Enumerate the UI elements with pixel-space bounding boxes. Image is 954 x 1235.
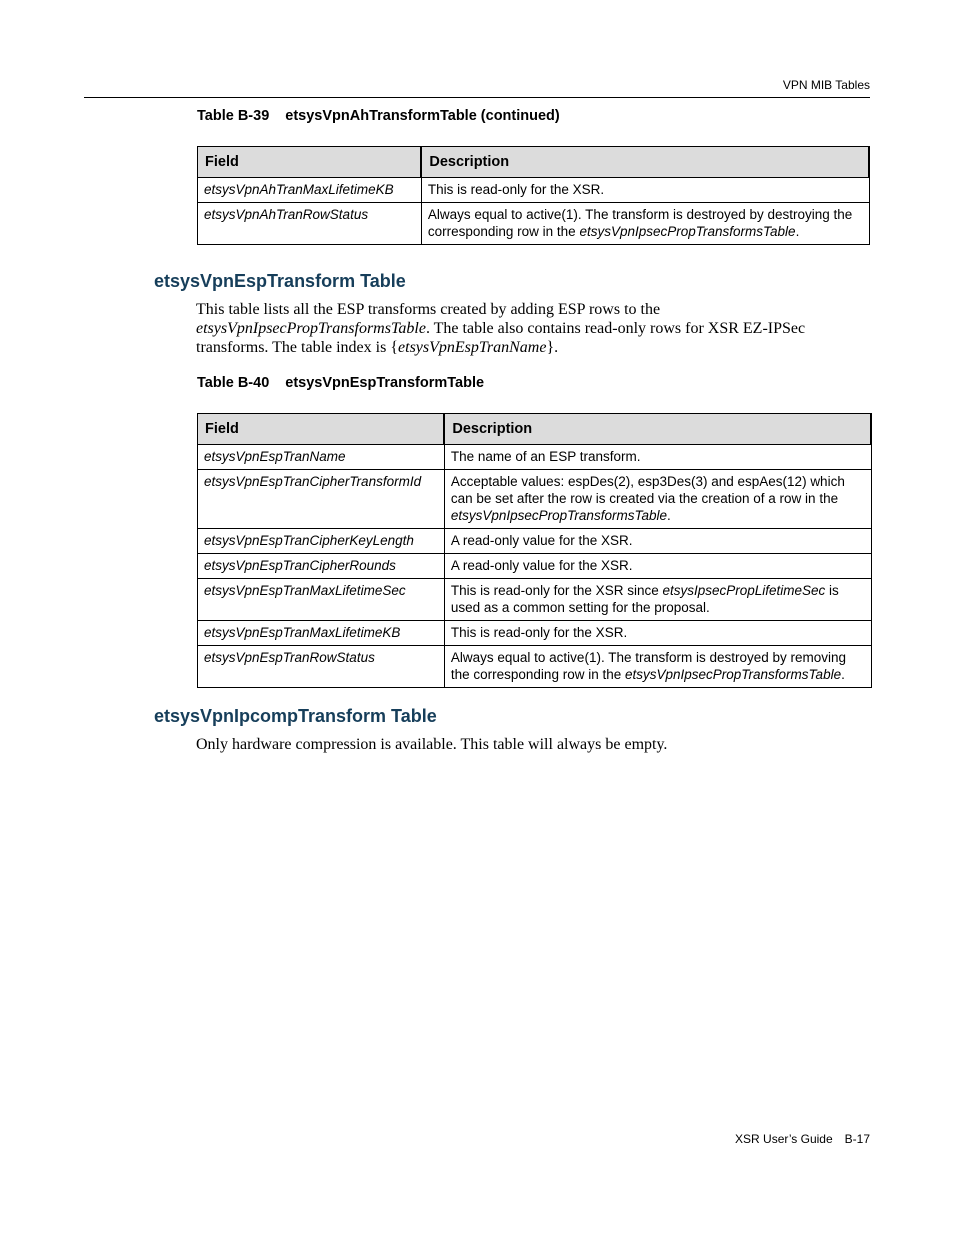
- description-text: This is read-only for the XSR.: [427, 182, 605, 197]
- page-number: B-17: [844, 1132, 870, 1146]
- table-row: [198, 470, 872, 529]
- table-b40-caption-title: etsysVpnEspTransformTable: [285, 375, 485, 391]
- section-heading-ipcomp: etsysVpnIpcompTransform Table: [154, 706, 437, 726]
- table-b40-description-cell: [444, 621, 871, 646]
- paragraph-text-italic: etsysVpnEspTranName: [398, 339, 547, 356]
- section-heading-esp: etsysVpnEspTransform Table: [154, 271, 406, 291]
- paragraph-text: . The table also contains read-only rows for XSR EZ-IPSec transforms. The table index is {: [196, 320, 806, 356]
- table-b39-field-cell: etsysVpnAhTranMaxLifetimeKB: [198, 178, 422, 203]
- table-row: [198, 554, 872, 579]
- description-text: Always equal to active(1). The transform is destroyed by destroying the corresponding row in the: [427, 207, 853, 239]
- description-text: .: [841, 667, 845, 682]
- table-row: [198, 178, 870, 203]
- running-footer: [0, 1132, 870, 1146]
- table-b39-caption: [197, 108, 560, 124]
- table-b40-description-cell: [444, 646, 871, 688]
- description-text: Always equal to active(1). The transform is destroyed by removing the corresponding row in the: [450, 650, 847, 682]
- table-b40-field-cell: etsysVpnEspTranMaxLifetimeSec: [198, 579, 445, 621]
- table-b40-field-cell: etsysVpnEspTranRowStatus: [198, 646, 445, 688]
- table-b39-caption-number: Table B-39: [197, 108, 270, 124]
- table-b40-field-cell: etsysVpnEspTranMaxLifetimeKB: [198, 621, 445, 646]
- table-b40-description-cell: [444, 554, 871, 579]
- table-b40-header-description: Description: [444, 414, 871, 445]
- description-text: A read-only value for the XSR.: [450, 558, 633, 573]
- table-row: [198, 445, 872, 470]
- table-b39-field-cell: etsysVpnAhTranRowStatus: [198, 203, 422, 245]
- description-text: is used as a common setting for the proposal.: [450, 583, 839, 615]
- description-text-italic: etsysVpnIpsecPropTransformsTable: [579, 224, 796, 239]
- description-text: Acceptable values: espDes(2), esp3Des(3) and espAes(12) which can be set after the row is created via the creation of a row in the: [450, 474, 845, 506]
- table-b39: [197, 146, 870, 245]
- paragraph-text: }.: [546, 339, 559, 356]
- table-b40-description-cell: [444, 445, 871, 470]
- header-rule: [84, 97, 870, 98]
- description-text-italic: etsysVpnIpsecPropTransformsTable: [624, 667, 842, 682]
- description-text: The name of an ESP transform.: [450, 449, 641, 464]
- table-b40-description-cell: [444, 529, 871, 554]
- paragraph-text: This table lists all the ESP transforms created by adding ESP rows to the: [196, 301, 661, 318]
- description-text: .: [795, 224, 800, 239]
- table-b39-header-field: Field: [198, 147, 422, 178]
- table-b39-caption-title: etsysVpnAhTransformTable (continued): [285, 108, 560, 124]
- table-b40-caption-number: Table B-40: [197, 375, 270, 391]
- table-b40-header-field: Field: [198, 414, 445, 445]
- section-ipcomp-paragraph: Only hardware compression is available. This table will always be empty.: [196, 736, 668, 753]
- table-b40-description-cell: [444, 470, 871, 529]
- table-row: [198, 203, 870, 245]
- footer-guide-title: XSR User’s Guide: [735, 1132, 833, 1146]
- running-header: VPN MIB Tables: [782, 78, 870, 92]
- table-b40: [197, 413, 872, 688]
- table-b39-header-description: Description: [421, 147, 869, 178]
- table-b40-field-cell: etsysVpnEspTranCipherRounds: [198, 554, 445, 579]
- table-row: [198, 529, 872, 554]
- section-esp-paragraph: [196, 300, 836, 357]
- table-b40-field-cell: etsysVpnEspTranCipherTransformId: [198, 470, 445, 529]
- table-row: [198, 579, 872, 621]
- table-b39-description-cell: [421, 203, 869, 245]
- table-row: [198, 621, 872, 646]
- description-text-italic: etsysIpsecPropLifetimeSec: [662, 583, 826, 598]
- table-b40-description-cell: [444, 579, 871, 621]
- paragraph-text-italic: etsysVpnIpsecPropTransformsTable: [196, 320, 426, 337]
- description-text: This is read-only for the XSR since: [450, 583, 663, 598]
- table-row: [198, 646, 872, 688]
- table-b40-field-cell: etsysVpnEspTranName: [198, 445, 445, 470]
- table-b40-caption: [197, 375, 484, 391]
- description-text: .: [666, 508, 671, 523]
- description-text: A read-only value for the XSR.: [450, 533, 633, 548]
- description-text: This is read-only for the XSR.: [450, 625, 628, 640]
- table-b39-description-cell: [421, 178, 869, 203]
- description-text-italic: etsysVpnIpsecPropTransformsTable: [450, 508, 667, 523]
- table-b40-field-cell: etsysVpnEspTranCipherKeyLength: [198, 529, 445, 554]
